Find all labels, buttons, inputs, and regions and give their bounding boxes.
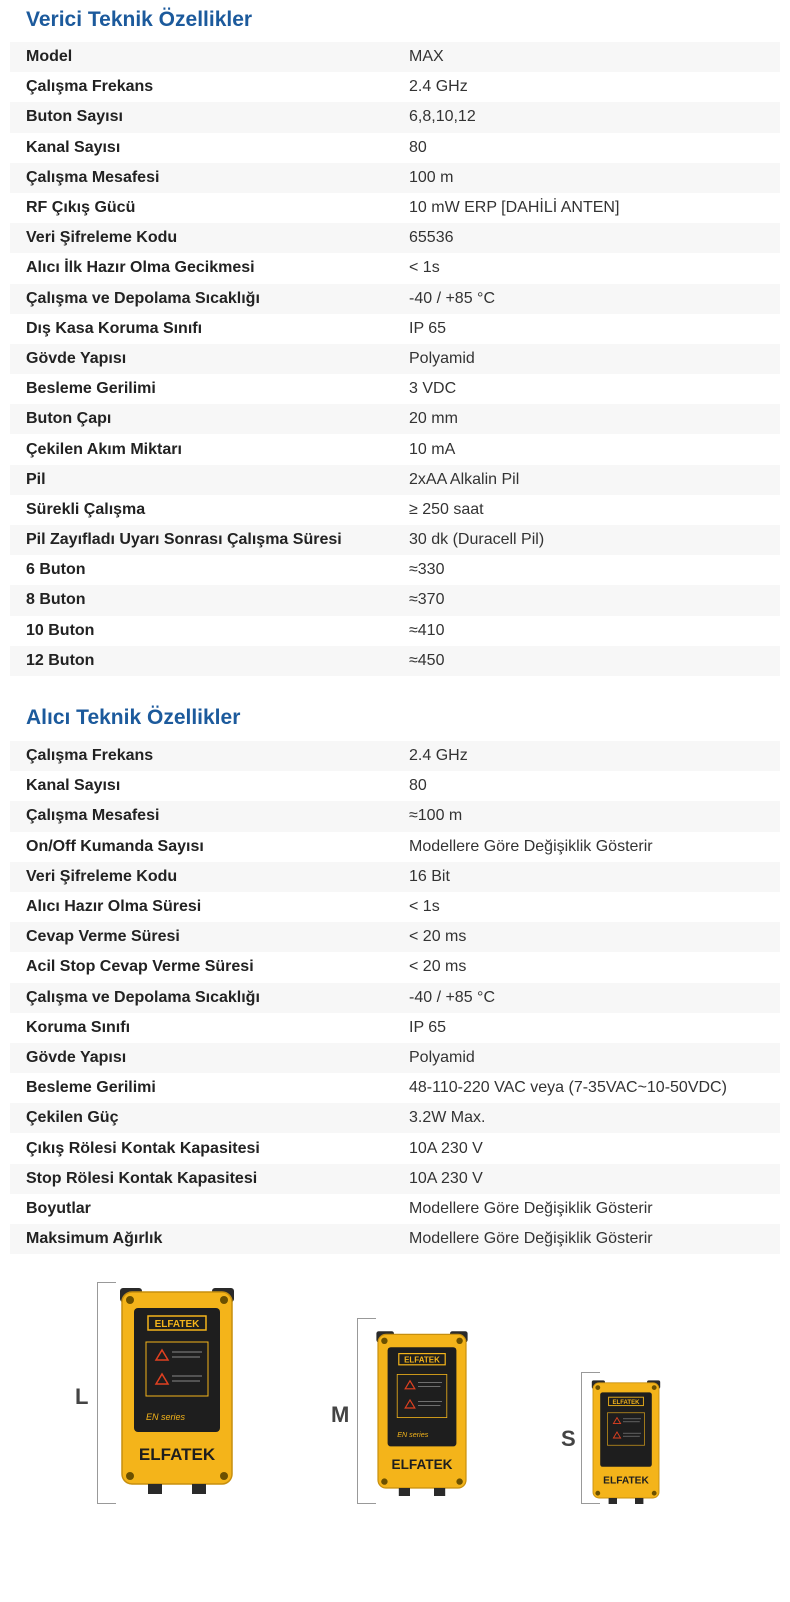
spec-value: ≈370 [409, 591, 445, 609]
spec-label: Maksimum Ağırlık [26, 1230, 163, 1248]
spec-label: Alıcı Hazır Olma Süresi [26, 898, 202, 916]
spec-label: Koruma Sınıfı [26, 1018, 131, 1036]
spec-row [10, 374, 780, 404]
spec-label: Alıcı İlk Hazır Olma Gecikmesi [26, 259, 255, 277]
spec-row [10, 801, 780, 831]
spec-row [10, 952, 780, 982]
spec-label: 8 Buton [26, 591, 86, 609]
spec-value: 2xAA Alkalin Pil [409, 470, 520, 488]
spec-label: RF Çıkış Gücü [26, 199, 136, 217]
spec-value: Modellere Göre Değişiklik Gösterir [409, 1199, 653, 1217]
spec-value: MAX [409, 48, 444, 66]
spec-value: 10A 230 V [409, 1169, 483, 1187]
spec-row [10, 314, 780, 344]
spec-label: Cevap Verme Süresi [26, 928, 180, 946]
device-brand-text: ELFATEK [603, 1475, 649, 1487]
spec-label: 6 Buton [26, 561, 86, 579]
spec-value: 10 mA [409, 440, 456, 458]
spec-value: ≥ 250 saat [409, 500, 484, 518]
device-brand-text: ELFATEK [138, 1445, 216, 1464]
spec-value: 100 m [409, 168, 454, 186]
spec-value: 10A 230 V [409, 1139, 483, 1157]
spec-label: Besleme Gerilimi [26, 1079, 156, 1097]
spec-label: Kanal Sayısı [26, 777, 121, 795]
svg-text:EN series: EN series [146, 1412, 186, 1422]
spec-label: Besleme Gerilimi [26, 380, 156, 398]
device-size-illustration [0, 1300, 790, 1600]
spec-label: Çalışma ve Depolama Sıcaklığı [26, 988, 260, 1006]
spec-row [10, 223, 780, 253]
spec-row [10, 284, 780, 314]
spec-label: Çalışma Frekans [26, 78, 154, 96]
spec-label: 10 Buton [26, 621, 95, 639]
spec-label: 12 Buton [26, 651, 95, 669]
spec-row [10, 525, 780, 555]
spec-label: Çıkış Rölesi Kontak Kapasitesi [26, 1139, 260, 1157]
spec-label: Çalışma ve Depolama Sıcaklığı [26, 289, 260, 307]
spec-label: Stop Rölesi Kontak Kapasitesi [26, 1169, 258, 1187]
spec-row [10, 616, 780, 646]
spec-value: 20 mm [409, 410, 458, 428]
spec-row [10, 1103, 780, 1133]
spec-value: ≈100 m [409, 807, 463, 825]
spec-row [10, 404, 780, 434]
spec-value: 48-110-220 VAC veya (7-35VAC~10-50VDC) [409, 1079, 727, 1097]
spec-value: ≈450 [409, 651, 445, 669]
svg-text:EN series: EN series [397, 1429, 429, 1439]
spec-label: Pil Zayıfladı Uyarı Sonrası Çalışma Süresi [26, 531, 342, 549]
spec-value: < 20 ms [409, 958, 467, 976]
spec-label: Sürekli Çalışma [26, 500, 146, 518]
spec-value: 65536 [409, 229, 454, 247]
spec-row [10, 741, 780, 771]
receiver-device-s [587, 1378, 665, 1510]
spec-value: -40 / +85 °C [409, 988, 495, 1006]
spec-row [10, 585, 780, 615]
size-label-s: S [561, 1426, 576, 1451]
spec-label: Çalışma Mesafesi [26, 807, 160, 825]
panel-brand-text: ELFATEK [404, 1355, 440, 1365]
spec-label: Çekilen Akım Miktarı [26, 440, 182, 458]
spec-label: Pil [26, 470, 46, 488]
spec-row [10, 434, 780, 464]
spec-row [10, 344, 780, 374]
device-brand-text: ELFATEK [391, 1456, 453, 1472]
spec-value: 80 [409, 777, 427, 795]
spec-row [10, 193, 780, 223]
receiver-device-l [112, 1284, 242, 1504]
spec-label: Veri Şifreleme Kodu [26, 867, 178, 885]
spec-row [10, 1133, 780, 1163]
panel-brand-text: ELFATEK [154, 1319, 200, 1330]
spec-value: 80 [409, 138, 427, 156]
receiver-spec-table [10, 741, 780, 1254]
spec-value: 2.4 GHz [409, 747, 468, 765]
spec-value: 16 Bit [409, 867, 450, 885]
spec-row [10, 1224, 780, 1254]
spec-row [10, 1073, 780, 1103]
spec-label: On/Off Kumanda Sayısı [26, 837, 204, 855]
spec-label: Kanal Sayısı [26, 138, 121, 156]
spec-row [10, 72, 780, 102]
spec-row [10, 1013, 780, 1043]
size-label-l: L [75, 1384, 89, 1409]
spec-row [10, 646, 780, 676]
spec-value: 6,8,10,12 [409, 108, 476, 126]
spec-row [10, 1043, 780, 1073]
spec-value: ≈410 [409, 621, 445, 639]
receiver-device-m [370, 1328, 474, 1504]
spec-row [10, 163, 780, 193]
spec-value: Modellere Göre Değişiklik Gösterir [409, 837, 653, 855]
spec-value: Modellere Göre Değişiklik Gösterir [409, 1230, 653, 1248]
spec-value: < 1s [409, 898, 440, 916]
spec-value: -40 / +85 °C [409, 289, 495, 307]
spec-label: Gövde Yapısı [26, 1048, 127, 1066]
spec-label: Çalışma Frekans [26, 747, 154, 765]
spec-label: Gövde Yapısı [26, 349, 127, 367]
spec-row [10, 102, 780, 132]
spec-value: Polyamid [409, 349, 475, 367]
spec-label: Boyutlar [26, 1199, 91, 1217]
receiver-title: Alıcı Teknik Özellikler [26, 706, 241, 729]
spec-row [10, 465, 780, 495]
spec-row [10, 1194, 780, 1224]
spec-row [10, 983, 780, 1013]
spec-value: ≈330 [409, 561, 445, 579]
spec-row [10, 862, 780, 892]
spec-label: Çekilen Güç [26, 1109, 119, 1127]
spec-row [10, 922, 780, 952]
spec-value: 3 VDC [409, 380, 457, 398]
spec-value: 10 mW ERP [DAHİLİ ANTEN] [409, 199, 620, 217]
size-label-m: M [331, 1402, 350, 1427]
spec-value: 3.2W Max. [409, 1109, 486, 1127]
spec-label: Buton Sayısı [26, 108, 123, 126]
spec-label: Dış Kasa Koruma Sınıfı [26, 319, 203, 337]
spec-label: Model [26, 48, 73, 66]
spec-row [10, 555, 780, 585]
spec-row [10, 495, 780, 525]
spec-row [10, 133, 780, 163]
spec-value: < 1s [409, 259, 440, 277]
transmitter-spec-table [10, 42, 780, 676]
transmitter-title: Verici Teknik Özellikler [26, 8, 253, 31]
spec-value: IP 65 [409, 319, 447, 337]
spec-row [10, 1164, 780, 1194]
spec-value: 2.4 GHz [409, 78, 468, 96]
spec-value: Polyamid [409, 1048, 475, 1066]
spec-row [10, 892, 780, 922]
spec-label: Veri Şifreleme Kodu [26, 229, 178, 247]
spec-label: Buton Çapı [26, 410, 112, 428]
spec-value: 30 dk (Duracell Pil) [409, 531, 545, 549]
spec-label: Acil Stop Cevap Verme Süresi [26, 958, 254, 976]
spec-label: Çalışma Mesafesi [26, 168, 160, 186]
panel-brand-text: ELFATEK [612, 1399, 640, 1406]
spec-row [10, 832, 780, 862]
spec-row [10, 253, 780, 283]
spec-value: IP 65 [409, 1018, 447, 1036]
spec-row [10, 771, 780, 801]
spec-value: < 20 ms [409, 928, 467, 946]
spec-row [10, 42, 780, 72]
